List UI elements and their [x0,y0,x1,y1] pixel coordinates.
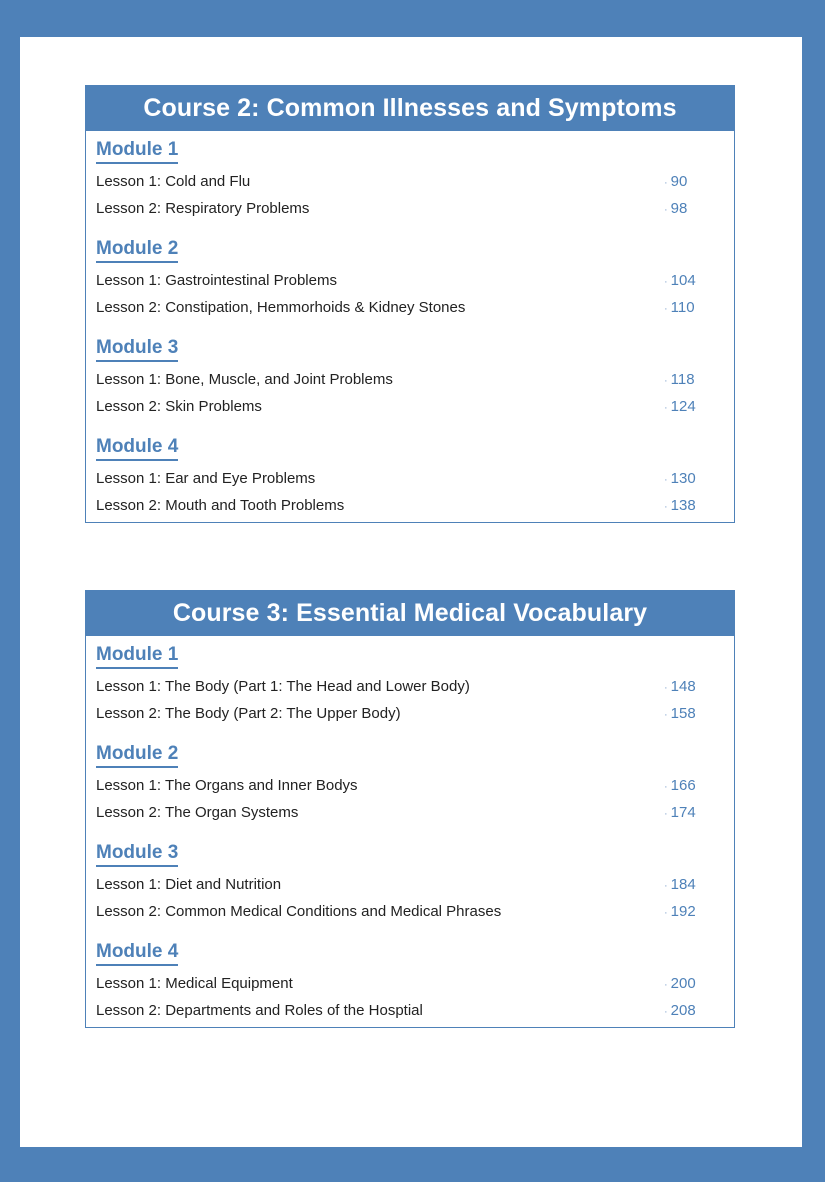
lesson-title: Lesson 2: Skin Problems [96,398,262,415]
lesson-title: Lesson 1: Cold and Flu [96,173,251,190]
lesson-page [660,903,724,920]
module-section [96,337,724,420]
lesson-page-number: 98 [670,200,688,217]
page-dot-icon: · [664,375,668,387]
module-title: Module 4 [96,436,178,461]
page-dot-icon: · [664,402,668,414]
lesson-page-number: 130 [670,470,696,487]
lesson-page-number: 208 [670,1002,696,1019]
lesson-page [660,1002,724,1019]
course-body [86,636,734,1027]
page-dot-icon: · [664,781,668,793]
lesson-row[interactable] [96,267,724,294]
page-dot-icon: · [664,709,668,721]
module-section [96,842,724,925]
lesson-page [660,497,724,514]
lesson-title: Lesson 1: Bone, Muscle, and Joint Problems [96,371,393,388]
lesson-row[interactable] [96,997,724,1024]
module-section [96,743,724,826]
lesson-page [660,398,724,415]
lesson-page-number: 138 [670,497,696,514]
lesson-page [660,876,724,893]
page-dot-icon: · [664,501,668,513]
lesson-title: Lesson 1: The Body (Part 1: The Head and Lower Body) [96,678,470,695]
module-title: Module 3 [96,337,178,362]
module-section [96,238,724,321]
lesson-title: Lesson 1: Gastrointestinal Problems [96,272,337,289]
page-dot-icon: · [664,907,668,919]
page-dot-icon: · [664,474,668,486]
page-dot-icon: · [664,276,668,288]
module-title: Module 3 [96,842,178,867]
lesson-page-number: 158 [670,705,696,722]
page-dot-icon: · [664,880,668,892]
lesson-row[interactable] [96,393,724,420]
lesson-title: Lesson 2: Common Medical Conditions and Medical Phrases [96,903,502,920]
module-title: Module 4 [96,941,178,966]
lesson-page-number: 104 [670,272,696,289]
lesson-title: Lesson 1: Diet and Nutrition [96,876,282,893]
document-page [20,37,802,1147]
page-dot-icon: · [664,808,668,820]
lesson-row[interactable] [96,673,724,700]
lesson-row[interactable] [96,195,724,222]
lesson-page [660,678,724,695]
lesson-row[interactable] [96,898,724,925]
lesson-row[interactable] [96,700,724,727]
lesson-row[interactable] [96,871,724,898]
lesson-page-number: 148 [670,678,696,695]
lesson-page [660,975,724,992]
lesson-row[interactable] [96,366,724,393]
page-dot-icon: · [664,979,668,991]
lesson-page [660,173,724,190]
module-section [96,941,724,1024]
lesson-page [660,272,724,289]
page-dot-icon: · [664,1006,668,1018]
page-dot-icon: · [664,177,668,189]
lesson-page-number: 124 [670,398,696,415]
page-dot-icon: · [664,682,668,694]
page-dot-icon: · [664,303,668,315]
module-section [96,139,724,222]
lesson-title: Lesson 2: Respiratory Problems [96,200,310,217]
lesson-title: Lesson 2: The Body (Part 2: The Upper Body) [96,705,401,722]
lesson-page-number: 184 [670,876,696,893]
lesson-page-number: 174 [670,804,696,821]
lesson-page [660,200,724,217]
lesson-page [660,299,724,316]
page-dot-icon: · [664,204,668,216]
lesson-title: Lesson 2: Departments and Roles of the Hosptial [96,1002,423,1019]
lesson-row[interactable] [96,492,724,519]
lesson-title: Lesson 1: Medical Equipment [96,975,293,992]
lesson-title: Lesson 2: The Organ Systems [96,804,299,821]
module-title: Module 1 [96,139,178,164]
lesson-row[interactable] [96,970,724,997]
lesson-page [660,705,724,722]
module-title: Module 1 [96,644,178,669]
lesson-title: Lesson 1: Ear and Eye Problems [96,470,316,487]
lesson-title: Lesson 2: Constipation, Hemmorhoids & Kidney Stones [96,299,466,316]
module-title: Module 2 [96,238,178,263]
lesson-page [660,470,724,487]
lesson-page-number: 118 [670,371,695,388]
lesson-page-number: 192 [670,903,696,920]
course-section [85,85,735,523]
lesson-page-number: 110 [670,299,695,316]
lesson-title: Lesson 2: Mouth and Tooth Problems [96,497,345,514]
lesson-row[interactable] [96,772,724,799]
lesson-page-number: 200 [670,975,696,992]
lesson-row[interactable] [96,168,724,195]
module-section [96,644,724,727]
course-title: Course 2: Common Illnesses and Symptoms [86,85,734,131]
lesson-page [660,777,724,794]
course-title: Course 3: Essential Medical Vocabulary [86,590,734,636]
lesson-page-number: 90 [670,173,688,190]
module-title: Module 2 [96,743,178,768]
lesson-row[interactable] [96,799,724,826]
lesson-row[interactable] [96,465,724,492]
lesson-page [660,804,724,821]
lesson-page [660,371,724,388]
course-body [86,131,734,522]
lesson-page-number: 166 [670,777,696,794]
module-section [96,436,724,519]
lesson-title: Lesson 1: The Organs and Inner Bodys [96,777,358,794]
lesson-row[interactable] [96,294,724,321]
course-section [85,590,735,1028]
